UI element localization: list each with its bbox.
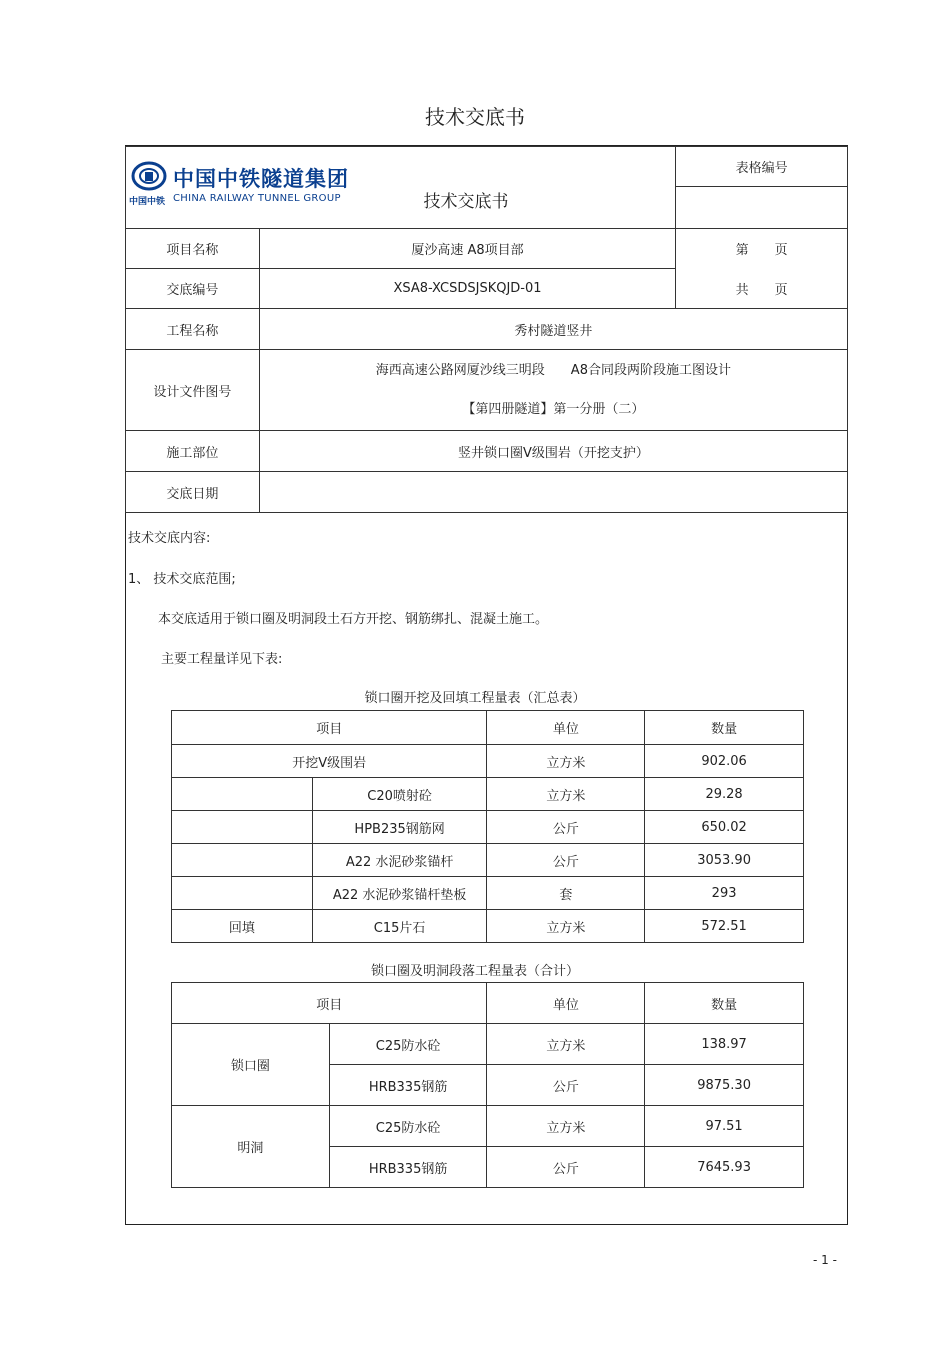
design-doc-value xyxy=(259,350,847,431)
cell-group xyxy=(172,877,313,910)
table1-header-item: 项目 xyxy=(172,711,487,745)
project-name-label: 项目名称 xyxy=(126,229,260,269)
company-logo xyxy=(129,161,347,207)
header-title: 技术交底书 xyxy=(423,192,509,212)
cell-qty: 3053.90 xyxy=(645,844,804,877)
content-heading: 技术交底内容: xyxy=(128,531,211,546)
cell-item: C25防水砼 xyxy=(329,1106,487,1147)
table-row xyxy=(172,778,804,811)
table-row xyxy=(172,1024,804,1065)
cell-group: 明洞 xyxy=(172,1106,330,1188)
table-row xyxy=(172,745,804,778)
cell-item: 开挖Ⅴ级围岩 xyxy=(172,745,487,778)
project-name-value: 厦沙高速 A8项目部 xyxy=(259,229,675,269)
cell-item: C25防水砼 xyxy=(329,1024,487,1065)
design-line-1: 海西高速公路网厦沙线三明段 A8合同段两阶段施工图设计 xyxy=(375,362,731,378)
cell-qty: 293 xyxy=(645,877,804,910)
table-row xyxy=(172,1106,804,1147)
scope-item: 1、 技术交底范围; xyxy=(128,572,236,587)
cell-item: C15片石 xyxy=(312,910,487,943)
cell-qty: 7645.93 xyxy=(645,1147,804,1188)
date-value xyxy=(259,472,847,513)
construction-part-label: 施工部位 xyxy=(126,431,260,472)
page-number: - 1 - xyxy=(813,1253,837,1267)
cell-unit: 套 xyxy=(487,877,645,910)
cell-item: HRB335钢筋 xyxy=(329,1065,487,1106)
cell-unit: 立方米 xyxy=(487,1106,645,1147)
crtg-logo-icon xyxy=(131,161,167,191)
eng-name-value: 秀村隧道竖井 xyxy=(259,309,847,350)
cell-qty: 29.28 xyxy=(645,778,804,811)
page-label: 第 页 xyxy=(676,229,848,269)
header-table xyxy=(125,146,848,513)
cell-qty: 902.06 xyxy=(645,745,804,778)
cell-unit: 立方米 xyxy=(487,910,645,943)
cell-unit: 立方米 xyxy=(487,778,645,811)
table-row xyxy=(172,910,804,943)
quantity-intro: 主要工程量详见下表: xyxy=(161,652,283,667)
ref-no-label: 交底编号 xyxy=(126,269,260,309)
table2-header-item: 项目 xyxy=(172,983,487,1024)
cell-qty: 9875.30 xyxy=(645,1065,804,1106)
cell-qty: 650.02 xyxy=(645,811,804,844)
cell-group xyxy=(172,811,313,844)
cell-unit: 公斤 xyxy=(487,1065,645,1106)
cell-unit: 公斤 xyxy=(487,811,645,844)
ref-no-value: XSA8-XCSDSJSKQJD-01 xyxy=(259,269,675,309)
logo-title-cell xyxy=(126,147,676,229)
table-row xyxy=(172,811,804,844)
form-no-value xyxy=(676,187,848,229)
cell-group: 回填 xyxy=(172,910,313,943)
eng-name-label: 工程名称 xyxy=(126,309,260,350)
date-label: 交底日期 xyxy=(126,472,260,513)
construction-part-value: 竖井锁口圈Ⅴ级围岩（开挖支护） xyxy=(259,431,847,472)
cell-group xyxy=(172,778,313,811)
excavation-quantity-table xyxy=(171,710,804,943)
form-no-label: 表格编号 xyxy=(676,147,848,187)
cell-unit: 公斤 xyxy=(487,844,645,877)
cell-unit: 立方米 xyxy=(487,1024,645,1065)
table1-header-qty: 数量 xyxy=(645,711,804,745)
cell-qty: 138.97 xyxy=(645,1024,804,1065)
cell-item: A22 水泥砂浆锚杆垫板 xyxy=(312,877,487,910)
cell-group xyxy=(172,844,313,877)
logo-short-name: 中国中铁 xyxy=(129,197,166,207)
design-line-2: 【第四册隧道】第一分册（二） xyxy=(462,401,645,417)
table-row xyxy=(172,844,804,877)
section-quantity-table xyxy=(171,982,804,1188)
cell-item: C20喷射砼 xyxy=(312,778,487,811)
total-pages-label: 共 页 xyxy=(676,269,848,309)
cell-qty: 572.51 xyxy=(645,910,804,943)
logo-english-name: CHINA RAILWAY TUNNEL GROUP xyxy=(173,193,341,204)
cell-qty: 97.51 xyxy=(645,1106,804,1147)
table1-header-unit: 单位 xyxy=(487,711,645,745)
cell-unit: 立方米 xyxy=(487,745,645,778)
logo-company-name: 中国中铁隧道集团 xyxy=(173,167,349,191)
design-doc-label: 设计文件图号 xyxy=(126,350,260,431)
table-row xyxy=(172,877,804,910)
cell-group: 锁口圈 xyxy=(172,1024,330,1106)
cell-item: A22 水泥砂浆锚杆 xyxy=(312,844,487,877)
cell-item: HRB335钢筋 xyxy=(329,1147,487,1188)
table2-header-unit: 单位 xyxy=(487,983,645,1024)
scope-paragraph: 本交底适用于锁口圈及明洞段土石方开挖、钢筋绑扎、混凝土施工。 xyxy=(158,612,549,627)
table2-header-qty: 数量 xyxy=(645,983,804,1024)
table2-caption: 锁口圈及明洞段落工程量表（合计） xyxy=(370,964,579,979)
cell-item: HPB235钢筋网 xyxy=(312,811,487,844)
cell-unit: 公斤 xyxy=(487,1147,645,1188)
document-title: 技术交底书 xyxy=(425,105,525,129)
table1-caption: 锁口圈开挖及回填工程量表（汇总表） xyxy=(364,691,586,706)
